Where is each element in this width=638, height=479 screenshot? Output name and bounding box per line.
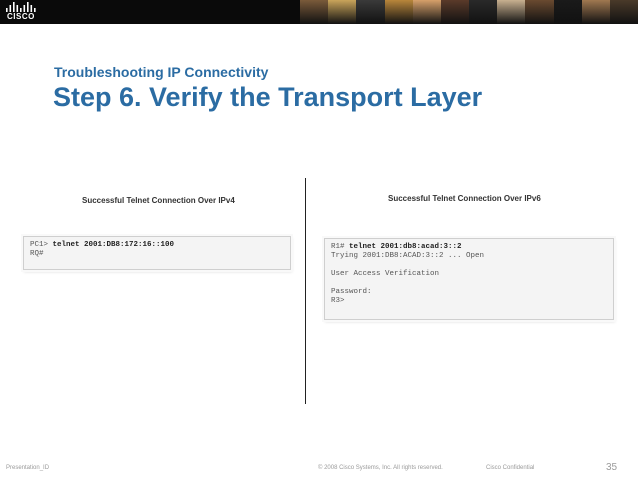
banner-photo — [497, 0, 525, 24]
cisco-logo — [4, 2, 40, 22]
photo-strip — [300, 0, 638, 24]
slide-title: Step 6. Verify the Transport Layer — [53, 82, 483, 112]
ipv4-command: telnet 2001:DB8:172:16::100 — [52, 241, 175, 249]
ipv4-prompt: PC1> — [30, 241, 49, 249]
banner-photo — [469, 0, 497, 24]
terminal-blank-line — [331, 279, 607, 288]
ipv6-output-line: User Access Verification — [331, 270, 440, 278]
ipv4-output-line: RQ# — [30, 250, 44, 258]
header-banner — [0, 0, 638, 24]
confidential-label: Cisco Confidential — [486, 465, 535, 471]
copyright-notice: © 2008 Cisco Systems, Inc. All rights reserved. — [318, 465, 443, 471]
cisco-bars-icon — [4, 2, 40, 12]
ipv6-caption: Successful Telnet Connection Over IPv6 — [388, 194, 541, 203]
ipv4-terminal — [23, 236, 291, 270]
slide-kicker: Troubleshooting IP Connectivity — [54, 64, 269, 80]
page-number: 35 — [606, 462, 618, 473]
banner-photo — [610, 0, 638, 24]
banner-photo — [300, 0, 328, 24]
banner-photo — [582, 0, 610, 24]
ipv6-output-line: R3> — [331, 297, 345, 305]
banner-photo — [385, 0, 413, 24]
banner-photo — [525, 0, 553, 24]
banner-photo — [441, 0, 469, 24]
banner-photo — [356, 0, 384, 24]
banner-photo — [413, 0, 441, 24]
ipv6-command-line — [331, 243, 607, 252]
ipv6-command: telnet 2001:db8:acad:3::2 — [349, 243, 462, 251]
ipv6-prompt: R1# — [331, 243, 345, 251]
ipv6-terminal — [324, 238, 614, 320]
presentation-id: Presentation_ID — [6, 465, 50, 471]
banner-photo — [554, 0, 582, 24]
ipv6-output-line: Password: — [331, 288, 372, 296]
ipv6-output-line: Trying 2001:DB8:ACAD:3::2 ... Open — [331, 252, 485, 260]
ipv4-command-line — [30, 241, 284, 250]
terminal-blank-line — [331, 261, 607, 270]
banner-photo — [328, 0, 356, 24]
cisco-logo-text: CISCO — [7, 12, 35, 21]
panel-divider — [305, 178, 306, 404]
ipv4-caption: Successful Telnet Connection Over IPv4 — [82, 196, 235, 205]
